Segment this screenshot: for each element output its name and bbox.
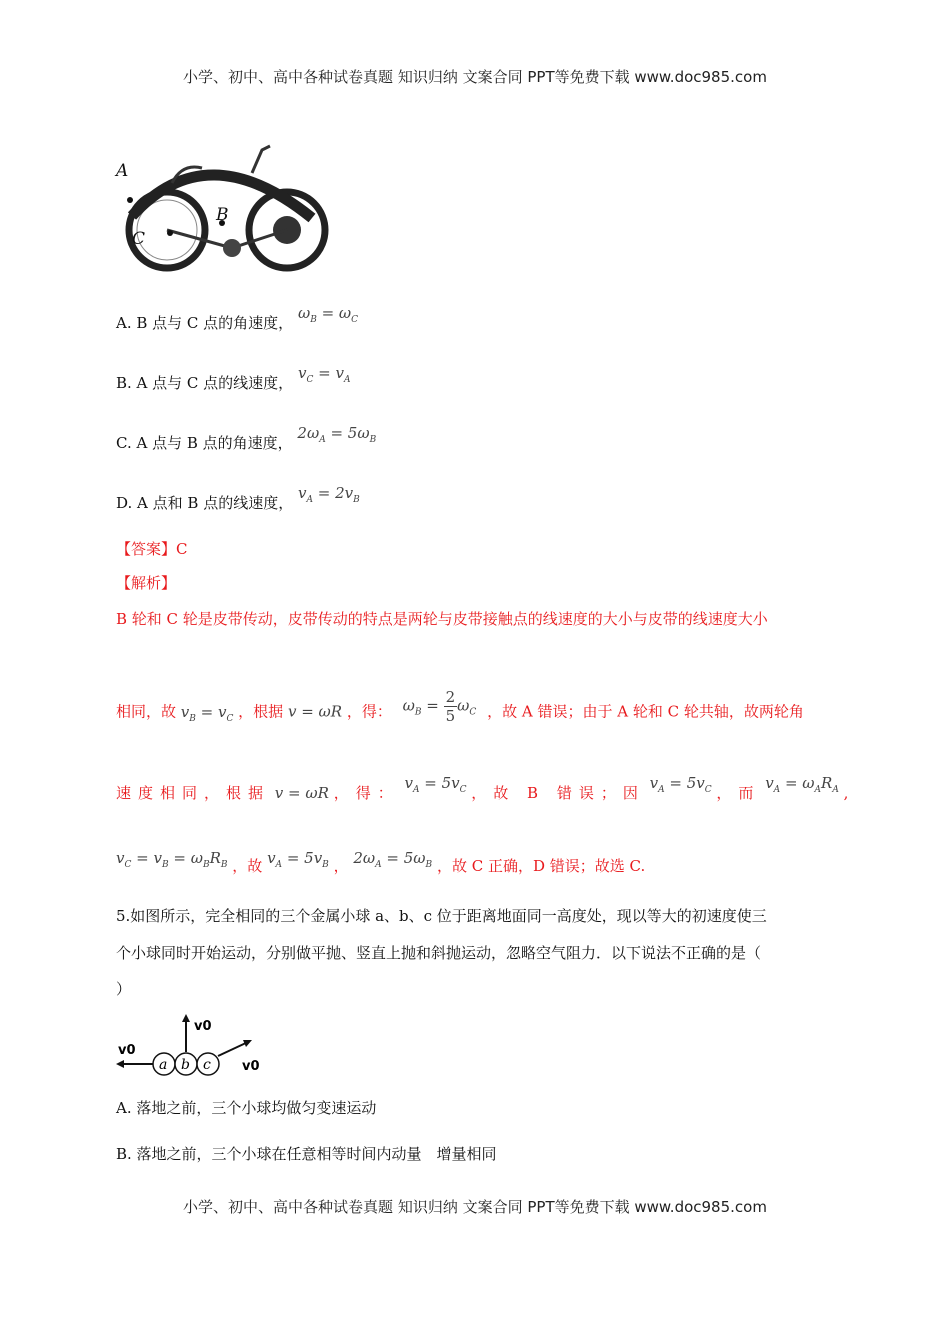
option-c-formula: $2\omega_A = 5\omega_B$: [297, 424, 377, 445]
option-d-formula: $v_A = 2v_B$: [297, 484, 360, 505]
question-5-line-2: 个小球同时开始运动，分别做平抛、竖直上抛和斜抛运动，忽略空气阻力．以下说法不正确的是（: [116, 944, 762, 962]
option-c: [116, 424, 377, 455]
option-c-text: C. A 点与 B 点的角速度，: [116, 434, 293, 452]
question-5-option-b: B. 落地之前，三个小球在任意相等时间内动量 增量相同: [116, 1145, 497, 1163]
label-c: C: [132, 229, 146, 249]
answer-label: 【答案】: [116, 540, 177, 558]
option-a-formula: $\omega_B = \omega_C$: [297, 304, 359, 325]
formula-va-5vc-2: $v_A = 5v_C$: [649, 774, 712, 795]
analysis-line-2: [116, 688, 804, 731]
ball-b-label: b: [181, 1057, 190, 1073]
analysis-text: ，得：: [333, 784, 400, 802]
ball-c-label: c: [203, 1057, 211, 1073]
analysis-line-1: B 轮和 C 轮是皮带传动，皮带传动的特点是两轮与皮带接触点的线速度的大小与皮带的线速度大小: [116, 610, 768, 628]
option-d-text: D. A 点和 B 点的线速度，: [116, 494, 294, 512]
label-a: A: [116, 161, 129, 181]
analysis-text: 相同，故: [116, 702, 177, 721]
formula-va-5vb: $v_A = 5v_B$: [267, 849, 329, 870]
balls-figure: [112, 1010, 272, 1076]
option-b: [116, 364, 351, 395]
option-d: [116, 484, 360, 515]
option-b-text: B. A 点与 C 点的线速度，: [116, 374, 294, 392]
question-5-line-3: ）: [116, 980, 132, 998]
option-a-text: A. B 点与 C 点的角速度，: [116, 314, 294, 332]
option-b-formula: $v_C = v_A$: [297, 364, 351, 385]
analysis-line-4: $v_C = v_B = \omega_BR_B$ ，故 $v_A = 5v_B$ ， $2\omega_A = 5\omega_B$ ，故 C 正确，D 错误；故选 C.: [116, 849, 646, 875]
formula-va-omega-ra: $v_A = \omega_AR_A$: [765, 774, 839, 795]
analysis-text: ，故 B 错误；因: [471, 784, 645, 802]
bicycle-figure: [112, 138, 332, 274]
v0-label-left: v0: [118, 1043, 136, 1058]
formula-vc-vb-omega-rb: $v_C = v_B = \omega_BR_B$: [116, 849, 228, 870]
label-b: B: [216, 205, 229, 225]
analysis-text: ，得：: [346, 702, 392, 721]
analysis-text: ，根据: [238, 702, 284, 721]
v0-label-up: v0: [194, 1019, 212, 1034]
formula-omega-b-fraction: $\omega_B$ = $\frac{2}{5}$ $\omega_C$: [402, 688, 477, 725]
analysis-text: ，故 C 正确，D 错误；故选 C.: [436, 857, 646, 875]
page-header: 小学、初中、高中各种试卷真题 知识归纳 文案合同 PPT等免费下载 www.doc985.com: [183, 68, 767, 86]
analysis-line-3: 速度相同，根据 v = ωR ，得： $v_A = 5v_C$ ，故 B 错误；因 $v_A = 5v_C$ ，而 $v_A = \omega_AR_A$ ,: [116, 774, 849, 802]
ball-a-label: a: [159, 1057, 168, 1073]
answer: [116, 538, 188, 559]
answer-value: C: [176, 540, 188, 558]
analysis-text: 速度相同，根据: [116, 784, 271, 802]
formula-vb-vc: $v_B = v_C$: [180, 702, 234, 724]
option-a: [116, 304, 359, 335]
formula-v-omega-r: v = ωR: [287, 702, 343, 721]
v0-label-right: v0: [242, 1059, 260, 1074]
formula-2omega-a-5omega-b: $2\omega_A = 5\omega_B$: [353, 849, 433, 870]
analysis-label: 【解析】: [116, 574, 177, 592]
question-5-option-a: A. 落地之前，三个小球均做匀变速运动: [116, 1099, 377, 1117]
analysis-text: ，故 A 错误；由于 A 轮和 C 轮共轴，故两轮角: [487, 702, 804, 721]
analysis-text: ，故: [232, 857, 263, 875]
page-footer: 小学、初中、高中各种试卷真题 知识归纳 文案合同 PPT等免费下载 www.doc985.com: [183, 1198, 767, 1216]
question-5-line-1: 5.如图所示，完全相同的三个金属小球 a、b、c 位于距离地面同一高度处，现以等大的初速度使三: [116, 907, 767, 925]
analysis-text: ，而: [716, 784, 761, 802]
formula-va-5vc: $v_A = 5v_C$: [404, 774, 467, 795]
formula-v-omega-r-2: v = ωR: [274, 784, 329, 802]
